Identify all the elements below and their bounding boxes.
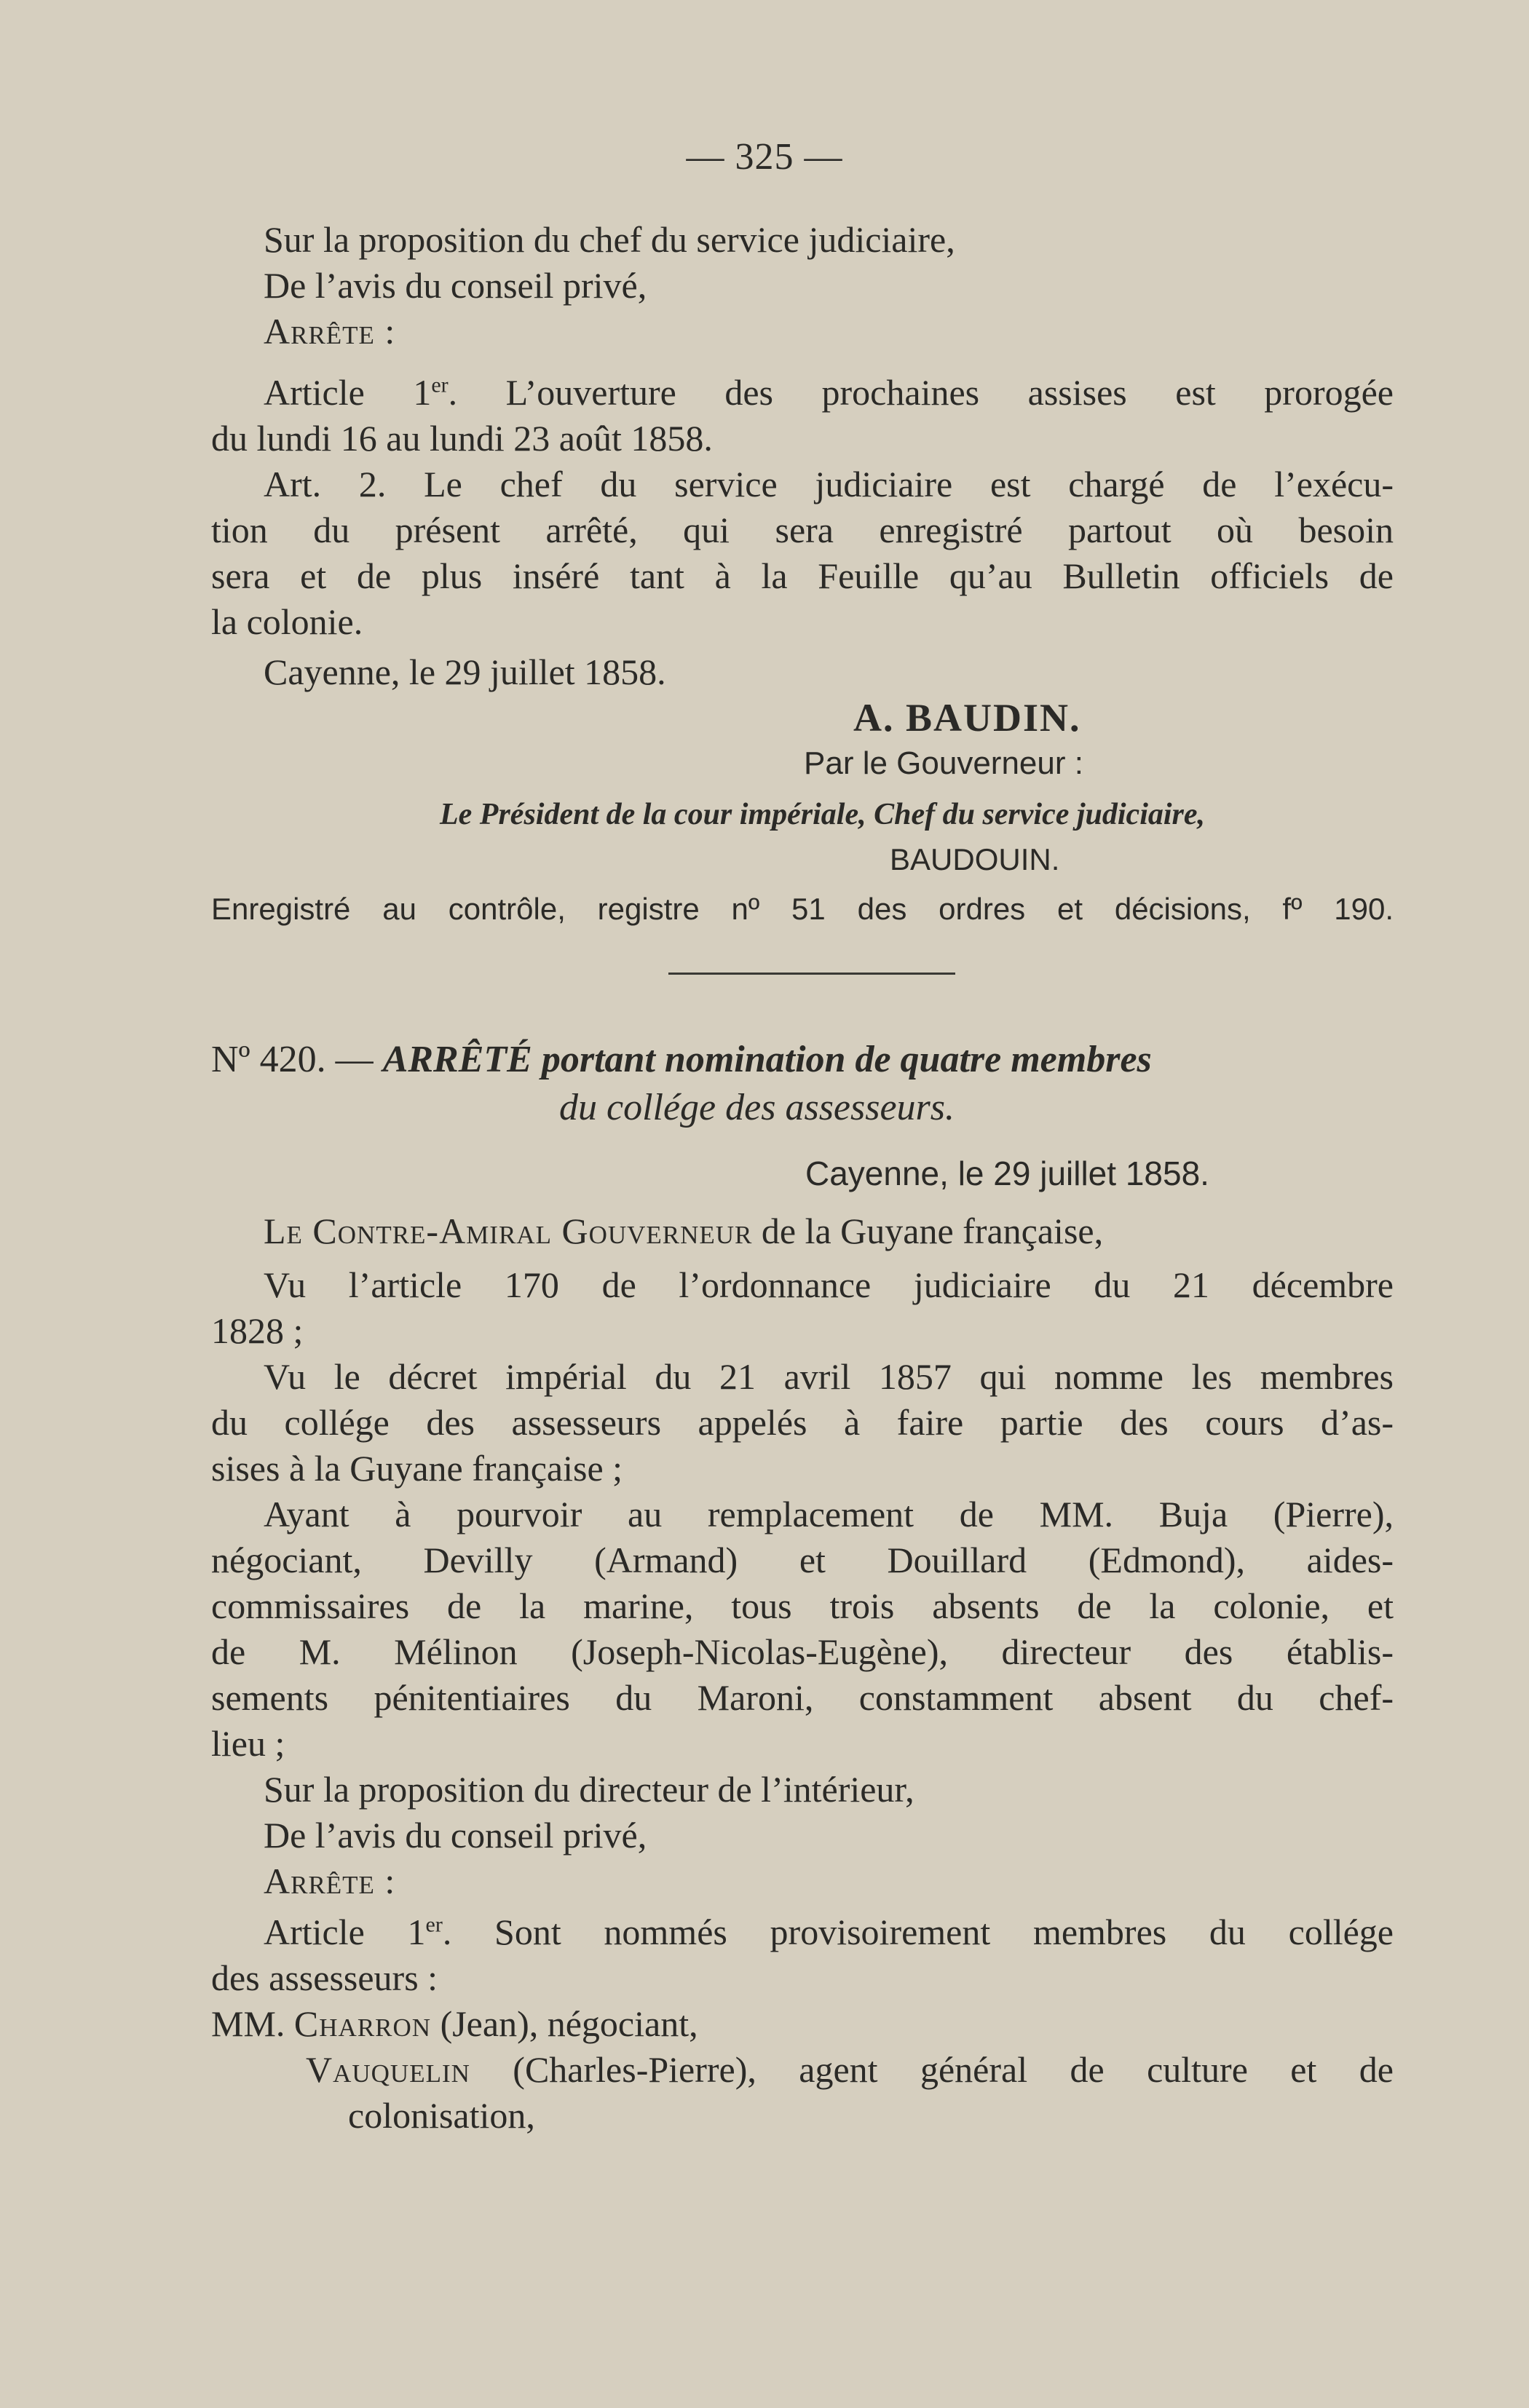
decree-title-cont: du collége des assesseurs. xyxy=(559,1087,955,1128)
text-line: tion du présent arrêté, qui sera enregistré partout où besoin xyxy=(211,510,1394,550)
text-line: De l’avis du conseil privé, xyxy=(264,1815,647,1855)
registration-note: Enregistré au contrôle, registre nº 51 des ordres et décisions, fº 190. xyxy=(211,892,1394,926)
signature: A. BAUDIN. xyxy=(853,696,1081,740)
text-line: 1828 ; xyxy=(211,1310,304,1351)
decree-title: Nº 420. — ARRÊTÉ portant nomination de quatre membres xyxy=(211,1039,1152,1080)
governor-line: Le Contre-Amiral Gouverneur de la Guyane française, xyxy=(264,1211,1104,1251)
separator-rule xyxy=(668,973,955,975)
arrete-heading: Arrête : xyxy=(264,1861,396,1901)
text-line: du collége des assesseurs appelés à faire partie des cours d’as- xyxy=(211,1402,1394,1443)
text-line: des assesseurs : xyxy=(211,1957,438,1998)
member-charron: MM. Charron (Jean), négociant, xyxy=(211,2003,698,2044)
text-line: colonisation, xyxy=(348,2095,535,2136)
article-1: Article 1er. L’ouverture des prochaines assises est prorogée xyxy=(264,372,1394,413)
text-line: De l’avis du conseil privé, xyxy=(264,265,647,306)
member-vauquelin: Vauquelin (Charles-Pierre), agent général de culture et de xyxy=(306,2049,1394,2090)
text-line: lieu ; xyxy=(211,1723,285,1764)
text-line: Sur la proposition du chef du service judiciaire, xyxy=(264,219,955,260)
arrete-heading: Arrête : xyxy=(264,311,396,352)
text-line: commissaires de la marine, tous trois absents de la colonie, et xyxy=(211,1585,1394,1626)
date-line: Cayenne, le 29 juillet 1858. xyxy=(264,651,666,692)
text-line: sises à la Guyane française ; xyxy=(211,1448,623,1489)
text-line: Art. 2. Le chef du service judiciaire est chargé de l’exécu- xyxy=(264,464,1394,504)
text-line: Vu l’article 170 de l’ordonnance judiciaire du 21 décembre xyxy=(264,1264,1394,1305)
article-1: Article 1er. Sont nommés provisoirement membres du collége xyxy=(264,1912,1394,1952)
decree-date: Cayenne, le 29 juillet 1858. xyxy=(805,1155,1209,1192)
text-line: Vu le décret impérial du 21 avril 1857 qui nomme les membres xyxy=(264,1356,1394,1397)
par-le-gouverneur: Par le Gouverneur : xyxy=(804,745,1083,781)
text-line: négociant, Devilly (Armand) et Douillard (Edmond), aides- xyxy=(211,1540,1394,1580)
baudouin-signature: BAUDOUIN. xyxy=(890,842,1060,876)
text-line: de M. Mélinon (Joseph-Nicolas-Eugène), directeur des établis- xyxy=(211,1631,1394,1672)
text-line: Ayant à pourvoir au remplacement de MM. Buja (Pierre), xyxy=(264,1494,1394,1534)
president-title: Le Président de la cour impériale, Chef du service judiciaire, xyxy=(440,798,1206,831)
text-line: la colonie. xyxy=(211,601,363,642)
text-line: sements pénitentiaires du Maroni, constamment absent du chef- xyxy=(211,1677,1394,1718)
text-line: Sur la proposition du directeur de l’intérieur, xyxy=(264,1769,914,1810)
text-line: sera et de plus inséré tant à la Feuille qu’au Bulletin officiels de xyxy=(211,555,1394,596)
text-line: du lundi 16 au lundi 23 août 1858. xyxy=(211,418,713,459)
page-number: — 325 — xyxy=(686,136,843,178)
